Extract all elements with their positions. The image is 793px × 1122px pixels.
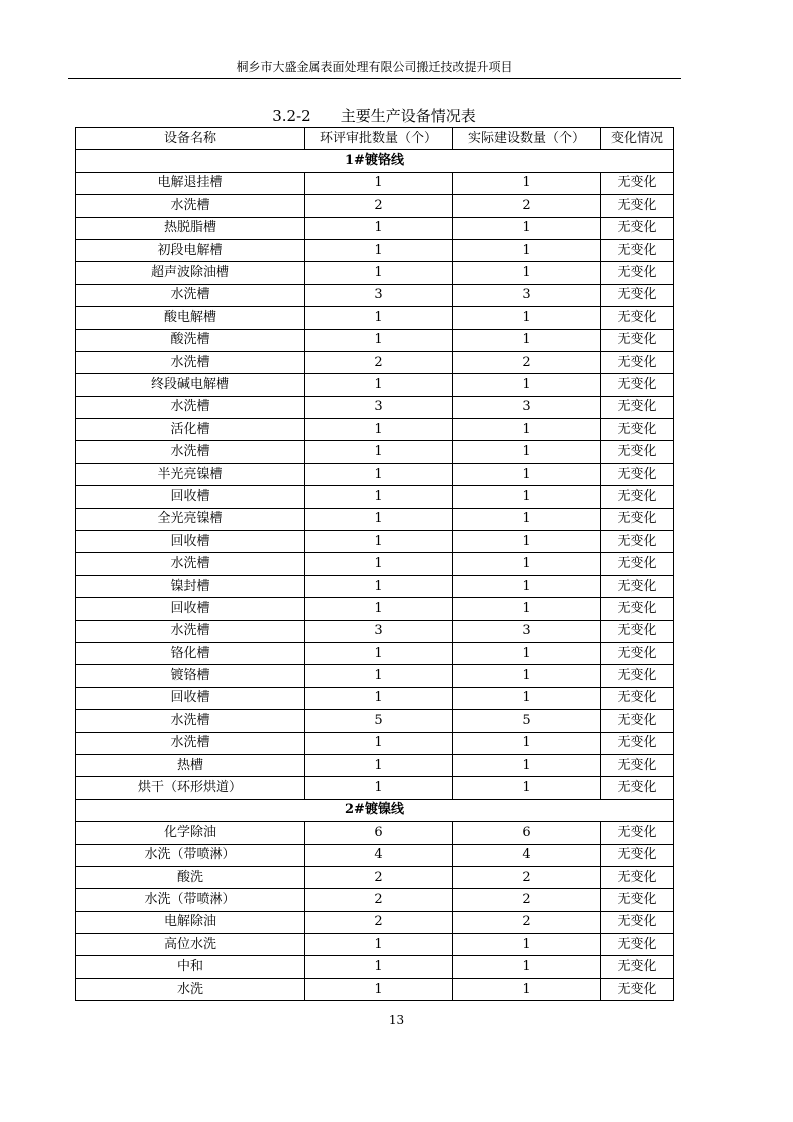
cell-built-qty: 2: [453, 195, 601, 217]
cell-change: 无变化: [601, 822, 674, 844]
table-row: [76, 463, 674, 485]
cell-equipment-name: 水洗槽: [76, 441, 305, 463]
cell-approved-qty: 4: [305, 844, 453, 866]
cell-approved-qty: 2: [305, 911, 453, 933]
table-row: [76, 598, 674, 620]
table-row: [76, 419, 674, 441]
cell-equipment-name: 水洗槽: [76, 732, 305, 754]
cell-change: 无变化: [601, 351, 674, 373]
table-row: [76, 911, 674, 933]
table-row: [76, 978, 674, 1000]
table-row: [76, 396, 674, 418]
table-row: [76, 239, 674, 261]
cell-equipment-name: 超声波除油槽: [76, 262, 305, 284]
cell-approved-qty: 2: [305, 866, 453, 888]
cell-equipment-name: 酸洗槽: [76, 329, 305, 351]
cell-equipment-name: 回收槽: [76, 486, 305, 508]
cell-approved-qty: 3: [305, 284, 453, 306]
section-title: 1#镀铬线: [76, 150, 674, 172]
cell-approved-qty: 1: [305, 665, 453, 687]
cell-change: 无变化: [601, 642, 674, 664]
cell-approved-qty: 1: [305, 687, 453, 709]
cell-change: 无变化: [601, 374, 674, 396]
table-row: [76, 956, 674, 978]
cell-equipment-name: 水洗槽: [76, 553, 305, 575]
cell-built-qty: 5: [453, 710, 601, 732]
table-row: [76, 441, 674, 463]
table-row: [76, 217, 674, 239]
cell-built-qty: 1: [453, 777, 601, 799]
table-row: [76, 374, 674, 396]
table-row: [76, 665, 674, 687]
cell-built-qty: 1: [453, 575, 601, 597]
table-row: [76, 844, 674, 866]
cell-approved-qty: 1: [305, 419, 453, 441]
cell-built-qty: 1: [453, 978, 601, 1000]
header-rule: [68, 78, 681, 79]
cell-change: 无变化: [601, 463, 674, 485]
section-title: 2#镀镍线: [76, 799, 674, 821]
table-row: [76, 642, 674, 664]
cell-built-qty: 6: [453, 822, 601, 844]
cell-built-qty: 1: [453, 419, 601, 441]
cell-equipment-name: 镀铬槽: [76, 665, 305, 687]
table-title: 主要生产设备情况表: [340, 107, 476, 125]
cell-approved-qty: 1: [305, 531, 453, 553]
cell-change: 无变化: [601, 531, 674, 553]
cell-built-qty: 2: [453, 911, 601, 933]
cell-approved-qty: 3: [305, 396, 453, 418]
table-row: [76, 284, 674, 306]
cell-equipment-name: 水洗槽: [76, 396, 305, 418]
cell-approved-qty: 1: [305, 575, 453, 597]
cell-equipment-name: 回收槽: [76, 598, 305, 620]
table-row: [76, 486, 674, 508]
table-row: [76, 620, 674, 642]
cell-equipment-name: 高位水洗: [76, 934, 305, 956]
cell-built-qty: 3: [453, 284, 601, 306]
cell-change: 无变化: [601, 195, 674, 217]
cell-change: 无变化: [601, 329, 674, 351]
table-row: [76, 934, 674, 956]
cell-approved-qty: 1: [305, 777, 453, 799]
cell-change: 无变化: [601, 262, 674, 284]
cell-approved-qty: 1: [305, 508, 453, 530]
cell-built-qty: 1: [453, 508, 601, 530]
cell-approved-qty: 1: [305, 217, 453, 239]
cell-approved-qty: 1: [305, 486, 453, 508]
cell-approved-qty: 1: [305, 934, 453, 956]
table-row: [76, 172, 674, 194]
cell-equipment-name: 电解退挂槽: [76, 172, 305, 194]
cell-built-qty: 1: [453, 441, 601, 463]
cell-approved-qty: 1: [305, 732, 453, 754]
cell-change: 无变化: [601, 553, 674, 575]
equipment-table: [75, 127, 674, 1001]
cell-equipment-name: 化学除油: [76, 822, 305, 844]
cell-built-qty: 1: [453, 531, 601, 553]
cell-change: 无变化: [601, 911, 674, 933]
cell-equipment-name: 活化槽: [76, 419, 305, 441]
cell-built-qty: 1: [453, 217, 601, 239]
table-row: [76, 687, 674, 709]
cell-built-qty: 1: [453, 665, 601, 687]
cell-built-qty: 1: [453, 934, 601, 956]
table-caption: [75, 106, 673, 126]
cell-approved-qty: 3: [305, 620, 453, 642]
cell-approved-qty: 1: [305, 307, 453, 329]
cell-change: 无变化: [601, 732, 674, 754]
cell-change: 无变化: [601, 396, 674, 418]
section-row: [76, 150, 674, 172]
cell-change: 无变化: [601, 665, 674, 687]
section-row: [76, 799, 674, 821]
cell-equipment-name: 终段碱电解槽: [76, 374, 305, 396]
table-row: [76, 351, 674, 373]
cell-change: 无变化: [601, 172, 674, 194]
table-row: [76, 508, 674, 530]
cell-equipment-name: 全光亮镍槽: [76, 508, 305, 530]
cell-built-qty: 1: [453, 754, 601, 776]
cell-equipment-name: 热槽: [76, 754, 305, 776]
col-header-name: 设备名称: [76, 128, 305, 150]
table-row: [76, 195, 674, 217]
cell-equipment-name: 酸洗: [76, 866, 305, 888]
cell-change: 无变化: [601, 978, 674, 1000]
table-row: [76, 754, 674, 776]
cell-approved-qty: 1: [305, 172, 453, 194]
cell-built-qty: 1: [453, 553, 601, 575]
page-number: 13: [388, 1013, 405, 1027]
cell-change: 无变化: [601, 620, 674, 642]
running-header: 桐乡市大盛金属表面处理有限公司搬迁技改提升项目: [236, 60, 513, 74]
table-row: [76, 777, 674, 799]
col-header-approved-qty: 环评审批数量（个）: [305, 128, 453, 150]
table-header-row: [76, 128, 674, 150]
col-header-change: 变化情况: [601, 128, 674, 150]
cell-approved-qty: 1: [305, 463, 453, 485]
col-header-built-qty: 实际建设数量（个）: [453, 128, 601, 150]
cell-approved-qty: 2: [305, 889, 453, 911]
cell-equipment-name: 烘干（环形烘道）: [76, 777, 305, 799]
cell-change: 无变化: [601, 844, 674, 866]
cell-equipment-name: 热脱脂槽: [76, 217, 305, 239]
cell-approved-qty: 1: [305, 441, 453, 463]
cell-change: 无变化: [601, 956, 674, 978]
cell-equipment-name: 中和: [76, 956, 305, 978]
cell-change: 无变化: [601, 889, 674, 911]
cell-change: 无变化: [601, 307, 674, 329]
cell-equipment-name: 酸电解槽: [76, 307, 305, 329]
cell-change: 无变化: [601, 754, 674, 776]
cell-built-qty: 2: [453, 866, 601, 888]
cell-equipment-name: 电解除油: [76, 911, 305, 933]
cell-change: 无变化: [601, 239, 674, 261]
cell-approved-qty: 1: [305, 978, 453, 1000]
cell-approved-qty: 1: [305, 598, 453, 620]
table-row: [76, 307, 674, 329]
cell-equipment-name: 回收槽: [76, 531, 305, 553]
cell-equipment-name: 水洗（带喷淋）: [76, 889, 305, 911]
cell-change: 无变化: [601, 508, 674, 530]
cell-change: 无变化: [601, 486, 674, 508]
cell-equipment-name: 铬化槽: [76, 642, 305, 664]
cell-approved-qty: 1: [305, 642, 453, 664]
cell-change: 无变化: [601, 575, 674, 597]
cell-built-qty: 1: [453, 262, 601, 284]
table-row: [76, 329, 674, 351]
table-row: [76, 866, 674, 888]
cell-equipment-name: 水洗槽: [76, 710, 305, 732]
table-row: [76, 822, 674, 844]
cell-approved-qty: 1: [305, 329, 453, 351]
cell-equipment-name: 水洗槽: [76, 284, 305, 306]
cell-change: 无变化: [601, 687, 674, 709]
cell-equipment-name: 水洗槽: [76, 195, 305, 217]
cell-built-qty: 1: [453, 172, 601, 194]
cell-change: 无变化: [601, 934, 674, 956]
cell-equipment-name: 水洗: [76, 978, 305, 1000]
cell-approved-qty: 1: [305, 754, 453, 776]
cell-equipment-name: 初段电解槽: [76, 239, 305, 261]
table-row: [76, 732, 674, 754]
cell-approved-qty: 1: [305, 553, 453, 575]
cell-built-qty: 1: [453, 374, 601, 396]
cell-built-qty: 1: [453, 687, 601, 709]
cell-change: 无变化: [601, 598, 674, 620]
cell-approved-qty: 1: [305, 262, 453, 284]
cell-built-qty: 1: [453, 642, 601, 664]
table-row: [76, 553, 674, 575]
cell-built-qty: 1: [453, 732, 601, 754]
cell-approved-qty: 1: [305, 374, 453, 396]
cell-approved-qty: 2: [305, 195, 453, 217]
cell-built-qty: 1: [453, 239, 601, 261]
cell-approved-qty: 1: [305, 239, 453, 261]
cell-built-qty: 1: [453, 486, 601, 508]
table-body: [76, 150, 674, 1001]
cell-change: 无变化: [601, 866, 674, 888]
cell-built-qty: 1: [453, 598, 601, 620]
cell-approved-qty: 1: [305, 956, 453, 978]
cell-change: 无变化: [601, 441, 674, 463]
cell-change: 无变化: [601, 777, 674, 799]
cell-built-qty: 3: [453, 396, 601, 418]
table-row: [76, 710, 674, 732]
cell-change: 无变化: [601, 419, 674, 441]
cell-built-qty: 1: [453, 329, 601, 351]
cell-built-qty: 3: [453, 620, 601, 642]
cell-approved-qty: 2: [305, 351, 453, 373]
cell-equipment-name: 半光亮镍槽: [76, 463, 305, 485]
cell-change: 无变化: [601, 217, 674, 239]
cell-built-qty: 1: [453, 463, 601, 485]
cell-change: 无变化: [601, 710, 674, 732]
cell-equipment-name: 回收槽: [76, 687, 305, 709]
table-row: [76, 575, 674, 597]
table-row: [76, 531, 674, 553]
cell-built-qty: 1: [453, 956, 601, 978]
cell-built-qty: 2: [453, 351, 601, 373]
table-number: 3.2-2: [272, 107, 311, 125]
cell-equipment-name: 镍封槽: [76, 575, 305, 597]
table-row: [76, 889, 674, 911]
cell-built-qty: 4: [453, 844, 601, 866]
cell-equipment-name: 水洗槽: [76, 620, 305, 642]
table-row: [76, 262, 674, 284]
cell-built-qty: 2: [453, 889, 601, 911]
cell-built-qty: 1: [453, 307, 601, 329]
cell-equipment-name: 水洗槽: [76, 351, 305, 373]
cell-change: 无变化: [601, 284, 674, 306]
cell-approved-qty: 5: [305, 710, 453, 732]
cell-approved-qty: 6: [305, 822, 453, 844]
cell-equipment-name: 水洗（带喷淋）: [76, 844, 305, 866]
